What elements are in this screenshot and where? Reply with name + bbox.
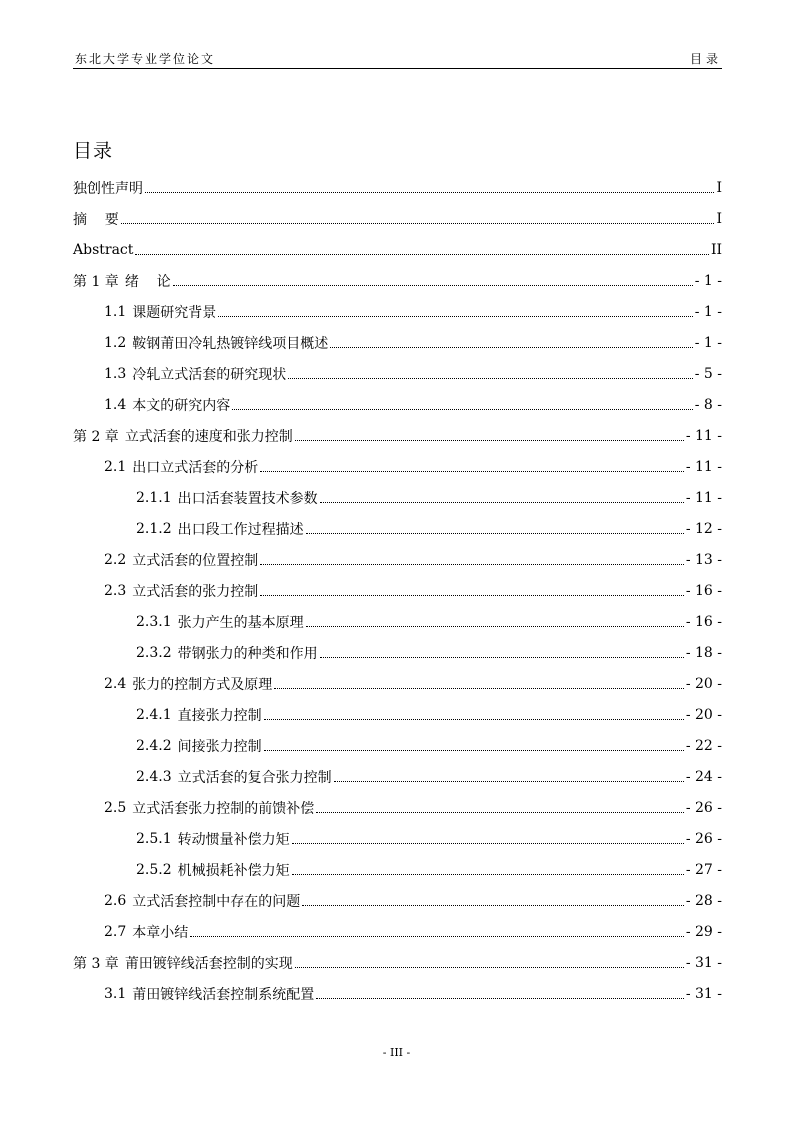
toc-leader-dots xyxy=(288,366,692,379)
toc-entry-title: 摘 要 xyxy=(73,211,119,228)
toc-entry-title: 独创性声明 xyxy=(73,180,143,197)
toc-entry-title: 出口立式活套的分析 xyxy=(132,459,259,476)
toc-entry-page: - 26 - xyxy=(685,830,722,847)
toc-entry[interactable] xyxy=(73,451,722,482)
toc-entry[interactable] xyxy=(73,482,722,513)
toc-entry[interactable] xyxy=(73,234,722,265)
table-of-contents xyxy=(73,172,722,1009)
toc-entry-number: 1.2 xyxy=(104,334,127,351)
toc-entry[interactable] xyxy=(73,358,722,389)
toc-entry[interactable] xyxy=(73,823,722,854)
toc-leader-dots xyxy=(302,893,684,906)
toc-leader-dots xyxy=(232,397,692,410)
toc-entry-title: 直接张力控制 xyxy=(177,707,262,724)
toc-leader-dots xyxy=(260,583,684,596)
toc-leader-dots xyxy=(173,273,693,286)
toc-entry-page: - 5 - xyxy=(694,365,722,382)
toc-entry-page: - 31 - xyxy=(685,954,722,971)
page-number: - III - xyxy=(382,1046,411,1059)
toc-entry[interactable] xyxy=(73,389,722,420)
toc-entry-page: - 18 - xyxy=(685,644,722,661)
toc-entry[interactable] xyxy=(73,730,722,761)
toc-entry-title: 立式活套的复合张力控制 xyxy=(177,769,332,786)
toc-entry-title: 张力的控制方式及原理 xyxy=(132,676,273,693)
toc-entry-title: 立式活套控制中存在的问题 xyxy=(132,893,301,910)
toc-entry-page: - 16 - xyxy=(685,582,722,599)
toc-entry[interactable] xyxy=(73,327,722,358)
toc-entry-number: 2.4.3 xyxy=(136,768,172,785)
toc-entry[interactable] xyxy=(73,885,722,916)
toc-entry[interactable] xyxy=(73,854,722,885)
toc-entry-number: 2.3.1 xyxy=(136,613,172,630)
toc-leader-dots xyxy=(334,769,684,782)
toc-leader-dots xyxy=(260,459,684,472)
toc-entry-title: 课题研究背景 xyxy=(132,304,217,321)
toc-entry-page: - 27 - xyxy=(685,861,722,878)
toc-title: 目录 xyxy=(73,140,114,162)
toc-leader-dots xyxy=(306,614,684,627)
toc-entry-number: 第 3 章 xyxy=(73,955,119,972)
toc-entry-page: - 24 - xyxy=(685,768,722,785)
toc-entry-title: 机械损耗补偿力矩 xyxy=(177,862,290,879)
toc-entry[interactable] xyxy=(73,916,722,947)
toc-entry-title: 莆田镀锌线活套控制的实现 xyxy=(124,955,293,972)
toc-entry[interactable] xyxy=(73,420,722,451)
toc-entry-page: - 31 - xyxy=(685,985,722,1002)
toc-entry-number: 2.1.1 xyxy=(136,489,172,506)
toc-leader-dots xyxy=(274,676,684,689)
toc-entry-page: - 8 - xyxy=(694,396,722,413)
header-right-text: 目录 xyxy=(689,52,722,66)
toc-entry[interactable] xyxy=(73,172,722,203)
toc-entry-page: - 20 - xyxy=(685,706,722,723)
toc-entry-number: 2.6 xyxy=(104,892,127,909)
toc-entry[interactable] xyxy=(73,296,722,327)
toc-entry-page: - 28 - xyxy=(685,892,722,909)
toc-leader-dots xyxy=(292,831,684,844)
toc-entry-title: Abstract xyxy=(73,241,134,258)
toc-entry-number: 2.3 xyxy=(104,582,127,599)
toc-entry-title: 张力产生的基本原理 xyxy=(177,614,304,631)
toc-leader-dots xyxy=(292,862,684,875)
toc-entry-title: 出口段工作过程描述 xyxy=(177,521,304,538)
header-left-text: 东北大学专业学位论文 xyxy=(75,52,216,66)
toc-entry-page: I xyxy=(716,179,722,196)
toc-entry-number: 2.5.1 xyxy=(136,830,172,847)
toc-leader-dots xyxy=(260,552,684,565)
toc-leader-dots xyxy=(320,645,684,658)
toc-entry-title: 本文的研究内容 xyxy=(132,397,231,414)
toc-leader-dots xyxy=(330,335,692,348)
toc-entry-page: - 11 - xyxy=(685,458,722,475)
toc-entry-page: - 13 - xyxy=(685,551,722,568)
toc-entry-page: I xyxy=(716,210,722,227)
toc-entry-number: 2.2 xyxy=(104,551,127,568)
toc-entry[interactable] xyxy=(73,792,722,823)
toc-entry-number: 第 2 章 xyxy=(73,428,119,445)
toc-entry-number: 3.1 xyxy=(104,985,127,1002)
toc-leader-dots xyxy=(320,490,684,503)
toc-entry-page: - 12 - xyxy=(685,520,722,537)
toc-entry-number: 2.4.2 xyxy=(136,737,172,754)
toc-leader-dots xyxy=(316,800,684,813)
toc-entry-title: 本章小结 xyxy=(132,924,189,941)
toc-entry-number: 第 1 章 xyxy=(73,273,119,290)
toc-entry-number: 2.4 xyxy=(104,675,127,692)
toc-entry-number: 2.1.2 xyxy=(136,520,172,537)
toc-entry-page: - 11 - xyxy=(685,427,722,444)
toc-leader-dots xyxy=(295,955,684,968)
toc-entry[interactable] xyxy=(73,668,722,699)
toc-leader-dots xyxy=(264,738,684,751)
toc-entry-title: 立式活套的位置控制 xyxy=(132,552,259,569)
toc-leader-dots xyxy=(121,211,715,224)
toc-entry-title: 立式活套张力控制的前馈补偿 xyxy=(132,800,315,817)
toc-entry-number: 1.3 xyxy=(104,365,127,382)
toc-entry-page: - 26 - xyxy=(685,799,722,816)
toc-entry-page: - 16 - xyxy=(685,613,722,630)
page-header xyxy=(73,48,722,69)
toc-entry-number: 2.5.2 xyxy=(136,861,172,878)
toc-entry[interactable] xyxy=(73,947,722,978)
toc-leader-dots xyxy=(190,924,684,937)
toc-entry-page: - 1 - xyxy=(694,303,722,320)
toc-leader-dots xyxy=(295,428,684,441)
toc-entry-page: - 1 - xyxy=(694,272,722,289)
toc-entry-number: 2.4.1 xyxy=(136,706,172,723)
toc-entry-number: 1.4 xyxy=(104,396,127,413)
toc-entry-title: 莆田镀锌线活套控制系统配置 xyxy=(132,986,315,1003)
toc-entry-page: - 1 - xyxy=(694,334,722,351)
toc-entry[interactable] xyxy=(73,203,722,234)
toc-entry-number: 2.5 xyxy=(104,799,127,816)
toc-entry[interactable] xyxy=(73,978,722,1009)
toc-entry-title: 间接张力控制 xyxy=(177,738,262,755)
toc-entry-number: 2.3.2 xyxy=(136,644,172,661)
toc-entry-page: II xyxy=(710,241,722,258)
toc-entry-title: 立式活套的速度和张力控制 xyxy=(124,428,293,445)
toc-entry[interactable] xyxy=(73,637,722,668)
toc-entry-title: 带钢张力的种类和作用 xyxy=(177,645,318,662)
toc-leader-dots xyxy=(264,707,684,720)
toc-leader-dots xyxy=(306,521,684,534)
toc-entry-title: 鞍钢莆田冷轧热镀锌线项目概述 xyxy=(132,335,329,352)
toc-leader-dots xyxy=(316,986,684,999)
toc-leader-dots xyxy=(135,242,709,255)
toc-leader-dots xyxy=(145,180,714,193)
toc-entry[interactable] xyxy=(73,761,722,792)
toc-entry-page: - 29 - xyxy=(685,923,722,940)
toc-leader-dots xyxy=(218,304,692,317)
toc-entry-title: 冷轧立式活套的研究现状 xyxy=(132,366,287,383)
toc-entry[interactable] xyxy=(73,606,722,637)
toc-entry[interactable] xyxy=(73,544,722,575)
toc-entry-number: 2.1 xyxy=(104,458,127,475)
toc-entry-page: - 20 - xyxy=(685,675,722,692)
toc-entry-number: 2.7 xyxy=(104,923,127,940)
toc-entry-page: - 22 - xyxy=(685,737,722,754)
toc-entry-page: - 11 - xyxy=(685,489,722,506)
toc-entry-title: 立式活套的张力控制 xyxy=(132,583,259,600)
toc-entry-title: 转动惯量补偿力矩 xyxy=(177,831,290,848)
toc-entry-number: 1.1 xyxy=(104,303,127,320)
toc-entry[interactable] xyxy=(73,575,722,606)
toc-entry[interactable] xyxy=(73,265,722,296)
toc-entry[interactable] xyxy=(73,513,722,544)
toc-entry[interactable] xyxy=(73,699,722,730)
toc-entry-title: 绪 论 xyxy=(124,273,171,290)
toc-entry-title: 出口活套装置技术参数 xyxy=(177,490,318,507)
